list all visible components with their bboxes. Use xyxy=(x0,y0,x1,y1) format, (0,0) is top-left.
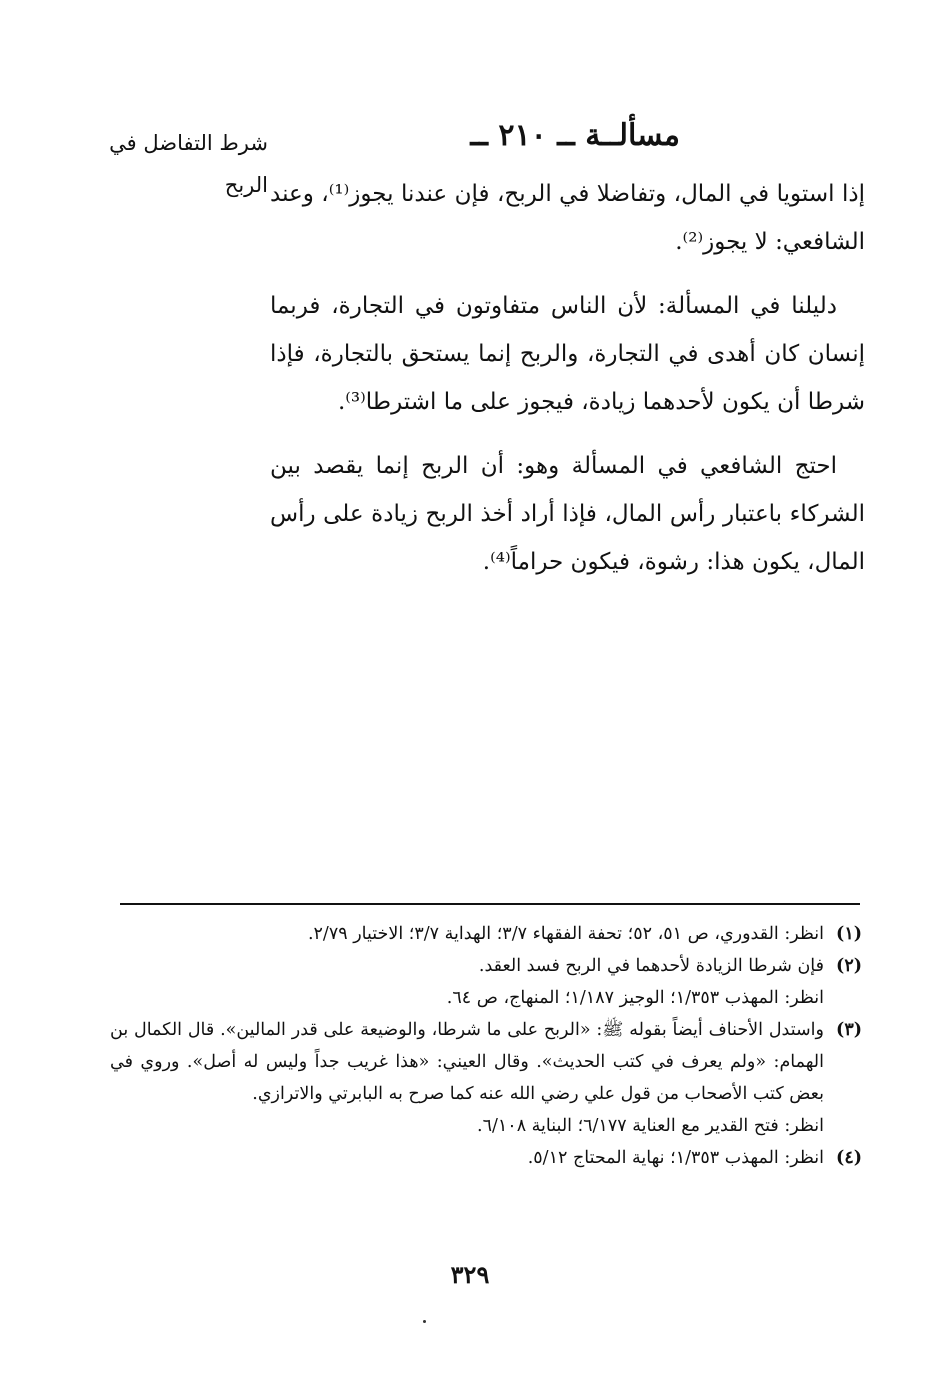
footnote-number: (٢) xyxy=(836,956,862,976)
footnotes xyxy=(110,918,862,1174)
margin-note-line-1: شرط التفاضل في xyxy=(109,131,268,155)
footnote-number: (١) xyxy=(836,924,862,944)
page-number: ٣٢٩ xyxy=(450,1260,490,1289)
footnote-4 xyxy=(110,1142,862,1174)
margin-note-line-2: الربح xyxy=(224,173,268,197)
margin-note xyxy=(108,122,268,206)
footnote-3 xyxy=(110,1014,862,1110)
scan-speck xyxy=(423,1320,426,1323)
footnote-text: فإن شرطا الزيادة لأحدهما في الربح فسد العقد. xyxy=(478,956,824,976)
main-text xyxy=(270,170,865,602)
paragraph-3: احتج الشافعي في المسألة وهو: أن الربح إنما يقصد بين الشركاء باعتبار رأس المال، فإذا أراد أخذ الربح زيادة على رأس المال، يكون هذا: رشوة، فيكون حراماً⁽⁴⁾. xyxy=(270,453,865,575)
issue-heading: مسألــة ــ ٢١٠ ــ xyxy=(470,118,680,153)
footnote-number: (٤) xyxy=(836,1148,862,1168)
footnote-text: انظر: المهذب ١/٣٥٣؛ نهاية المحتاج ٥/١٢. xyxy=(527,1148,824,1168)
footnote-text: انظر: القدوري، ص ٥١، ٥٢؛ تحفة الفقهاء ٣/٧؛ الهداية ٣/٧؛ الاختيار ٢/٧٩. xyxy=(307,924,824,944)
footnote-1 xyxy=(110,918,862,950)
footnote-3-reference: انظر: فتح القدير مع العناية ٦/١٧٧؛ البناية ٦/١٠٨. xyxy=(477,1116,824,1136)
footnote-number: (٣) xyxy=(836,1020,862,1040)
footnote-text: واستدل الأحناف أيضاً بقوله ﷺ: «الربح على ما شرطا، والوضيعة على قدر المالين». قال الكمال بن الهمام: «ولم يعرف في كتب الحديث». وقال العيني: «هذا غريب جداً وليس له أصل». وروي في بعض كتب الأصحاب من قول علي رضي الله عنه كما صرح به البابرتي والاترازي. xyxy=(110,1020,824,1104)
footnote-2 xyxy=(110,950,862,982)
paragraph-2: دليلنا في المسألة: لأن الناس متفاوتون في التجارة، فربما إنسان كان أهدى في التجارة، والربح إنما يستحق بالتجارة، فإذا شرطا أن يكون لأحدهما زيادة، فيجوز على ما اشترطا⁽³⁾. xyxy=(270,293,865,415)
footnote-divider xyxy=(120,903,860,905)
footnote-2-reference: انظر: المهذب ١/٣٥٣؛ الوجيز ١/١٨٧؛ المنهاج، ص ٦٤. xyxy=(446,988,824,1008)
paragraph-1: إذا استويا في المال، وتفاضلا في الربح، فإن عندنا يجوز⁽¹⁾، وعند الشافعي: لا يجوز⁽²⁾. xyxy=(270,181,865,255)
